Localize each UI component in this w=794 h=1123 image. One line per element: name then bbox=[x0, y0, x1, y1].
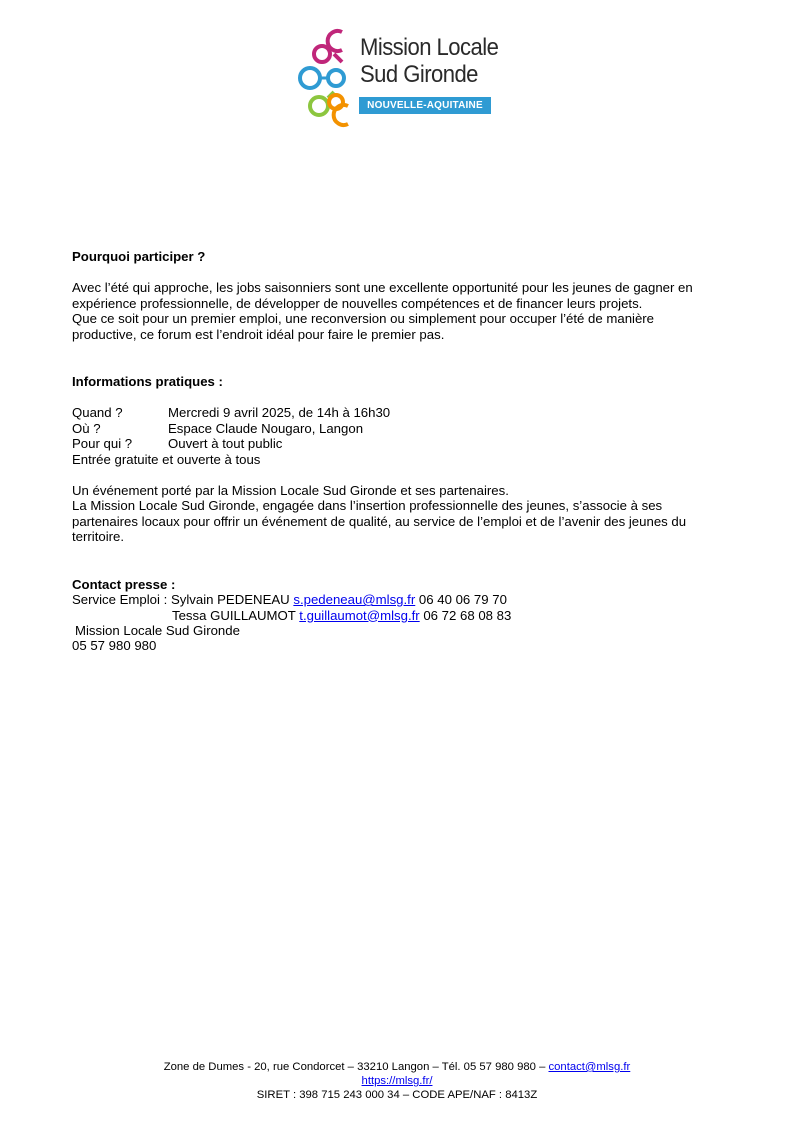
info-value: Espace Claude Nougaro, Langon bbox=[168, 420, 364, 436]
footer-siret: SIRET : 398 715 243 000 34 – CODE APE/NAF : 8413Z bbox=[256, 1089, 538, 1101]
why-heading: Pourquoi participer ? bbox=[72, 249, 206, 264]
contact-person2-email-link[interactable]: t.guillaumot@mlsg.fr bbox=[299, 607, 420, 623]
contact-person2-name: Tessa GUILLAUMOT bbox=[172, 607, 296, 623]
contact-org: Mission Locale Sud Gironde bbox=[75, 622, 240, 638]
contact-person2-phone: 06 72 68 08 83 bbox=[423, 607, 512, 623]
footer-address-line bbox=[0, 1060, 794, 1074]
footer-website-line bbox=[0, 1074, 794, 1088]
contact-org-phone: 05 57 980 980 bbox=[72, 638, 157, 654]
contact-person1-email-link[interactable]: s.pedeneau@mlsg.fr bbox=[293, 592, 416, 608]
footer-email-link[interactable]: contact@mlsg.fr bbox=[548, 1061, 631, 1073]
contact-prefix: Service Emploi : bbox=[72, 592, 168, 608]
why-paragraph-2: Que ce soit pour un premier emploi, une reconversion ou simplement pour occuper l’été de manière productive, ce forum est l’endroit idéal pour faire le premier pas. bbox=[72, 311, 655, 342]
footer bbox=[0, 1060, 794, 1102]
info-entry: Entrée gratuite et ouverte à tous bbox=[72, 451, 261, 467]
event-line-2: La Mission Locale Sud Gironde, engagée dans l’insertion professionnelle des jeunes, s’associe à ses partenaires locaux pour offrir un événement de qualité, au service de l’emploi et de l’avenir des jeunes du territoire. bbox=[72, 498, 687, 545]
info-label: Où ? bbox=[72, 420, 101, 436]
footer-address: Zone de Dumes - 20, rue Condorcet – 33210 Langon – Tél. 05 57 980 980 – bbox=[163, 1061, 546, 1073]
logo-title-line2: Sud Gironde bbox=[360, 61, 478, 88]
info-label: Pour qui ? bbox=[72, 436, 133, 452]
info-row-when bbox=[72, 405, 722, 420]
info-table bbox=[72, 405, 722, 451]
logo-title bbox=[360, 34, 498, 88]
contact-heading: Contact presse : bbox=[72, 576, 176, 592]
logo-title-line1: Mission Locale bbox=[360, 34, 499, 61]
info-label: Quand ? bbox=[72, 405, 123, 421]
contact-line-2 bbox=[72, 608, 722, 623]
info-value: Mercredi 9 avril 2025, de 14h à 16h30 bbox=[168, 405, 391, 421]
region-badge: NOUVELLE-AQUITAINE bbox=[359, 97, 491, 114]
contact-person1-name: Sylvain PEDENEAU bbox=[170, 592, 290, 608]
contact-person1-phone: 06 40 06 79 70 bbox=[418, 592, 507, 608]
contact-line-1 bbox=[72, 592, 722, 607]
info-row-who bbox=[72, 436, 722, 451]
why-paragraph-1: Avec l’été qui approche, les jobs saisonniers sont une excellente opportunité pour les jeunes de gagner en expérience professionnelle, de développer de nouvelles compétences et de financer leurs projets. bbox=[72, 280, 693, 311]
event-line-1: Un événement porté par la Mission Locale Sud Gironde et ses partenaires. bbox=[72, 483, 509, 499]
document-body bbox=[72, 249, 722, 654]
info-heading: Informations pratiques : bbox=[72, 374, 223, 390]
info-row-where bbox=[72, 421, 722, 436]
footer-website-link[interactable]: https://mlsg.fr/ bbox=[361, 1075, 433, 1087]
info-value: Ouvert à tout public bbox=[168, 436, 283, 452]
